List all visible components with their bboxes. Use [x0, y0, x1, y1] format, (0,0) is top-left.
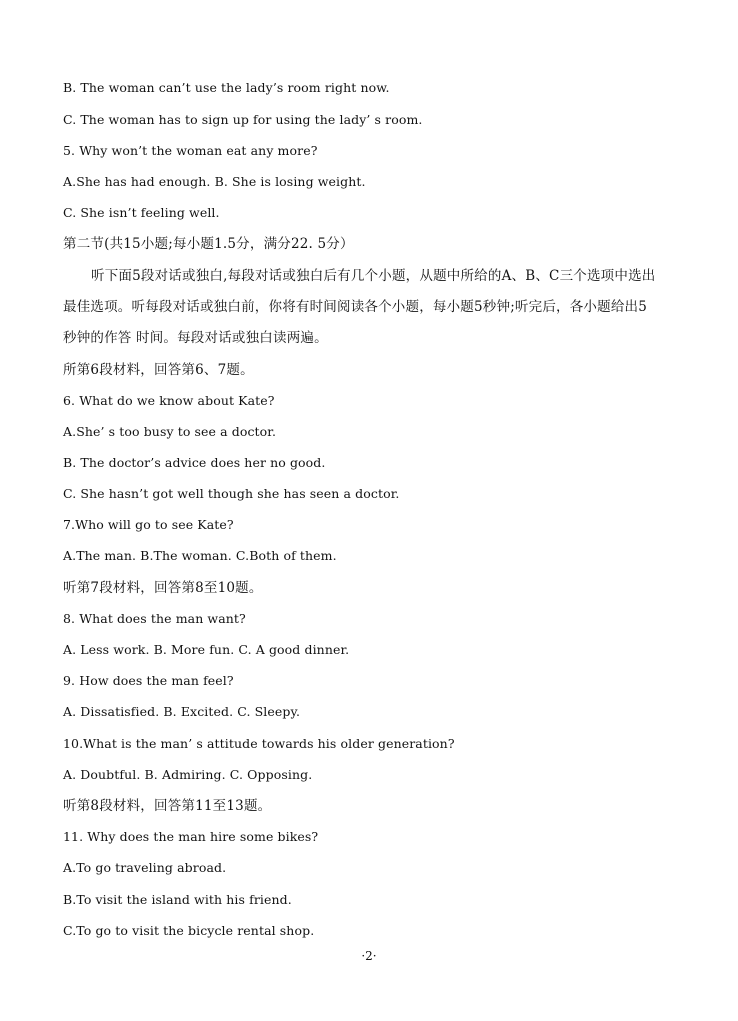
question-5: 5. Why won’t the woman eat any more? — [63, 143, 318, 158]
options-10: A. Doubtful. B. Admiring. C. Opposing. — [63, 767, 313, 782]
option-11b: B.To visit the island with his friend. — [63, 892, 292, 907]
question-8: 8. What does the man want? — [63, 611, 246, 626]
options-8: A. Less work. B. More fun. C. A good dinner. — [63, 642, 350, 657]
options-5ab: A.She has had enough. B. She is losing weight. — [63, 174, 366, 189]
option-6c: C. She hasn’t got well though she has seen a doctor. — [63, 486, 400, 501]
option-6a: A.She’ s too busy to see a doctor. — [63, 424, 277, 439]
passage-7-heading: 听第7段材料，回答第8至10题。 — [63, 580, 263, 596]
page-number: ·2· — [361, 949, 377, 963]
option-4c: C. The woman has to sign up for using the lady’ s room. — [63, 112, 423, 127]
section-heading: 第二节(共15小题;每小题1.5分，满分22. 5分） — [63, 236, 354, 252]
passage-6-heading: 所第6段材料，回答第6、7题。 — [63, 362, 254, 378]
question-6: 6. What do we know about Kate? — [63, 393, 275, 408]
option-11c: C.To go to visit the bicycle rental shop. — [63, 923, 315, 938]
option-11a: A.To go traveling abroad. — [63, 860, 227, 875]
instructions-line-3: 秒钟的作答 时间。每段对话或独白读两遍。 — [63, 330, 328, 346]
option-4b: B. The woman can’t use the lady’s room right now. — [63, 80, 390, 95]
instructions-line-1: 听下面5段对话或独白,每段对话或独白后有几个小题，从题中所给的A、B、C三个选项中选出 — [91, 268, 656, 284]
option-6b: B. The doctor’s advice does her no good. — [63, 455, 326, 470]
passage-8-heading: 听第8段材料，回答第11至13题。 — [63, 798, 272, 814]
options-7: A.The man. B.The woman. C.Both of them. — [63, 548, 337, 563]
options-9: A. Dissatisfied. B. Excited. C. Sleepy. — [63, 704, 301, 719]
question-11: 11. Why does the man hire some bikes? — [63, 829, 319, 844]
question-10: 10.What is the man’ s attitude towards his older generation? — [63, 736, 455, 751]
option-5c: C. She isn’t feeling well. — [63, 205, 220, 220]
question-7: 7.Who will go to see Kate? — [63, 517, 234, 532]
instructions-line-2: 最佳选项。听每段对话或独白前，你将有时间阅读各个小题，每小题5秒钟;听完后，各小题给出5 — [63, 299, 648, 315]
question-9: 9. How does the man feel? — [63, 673, 234, 688]
